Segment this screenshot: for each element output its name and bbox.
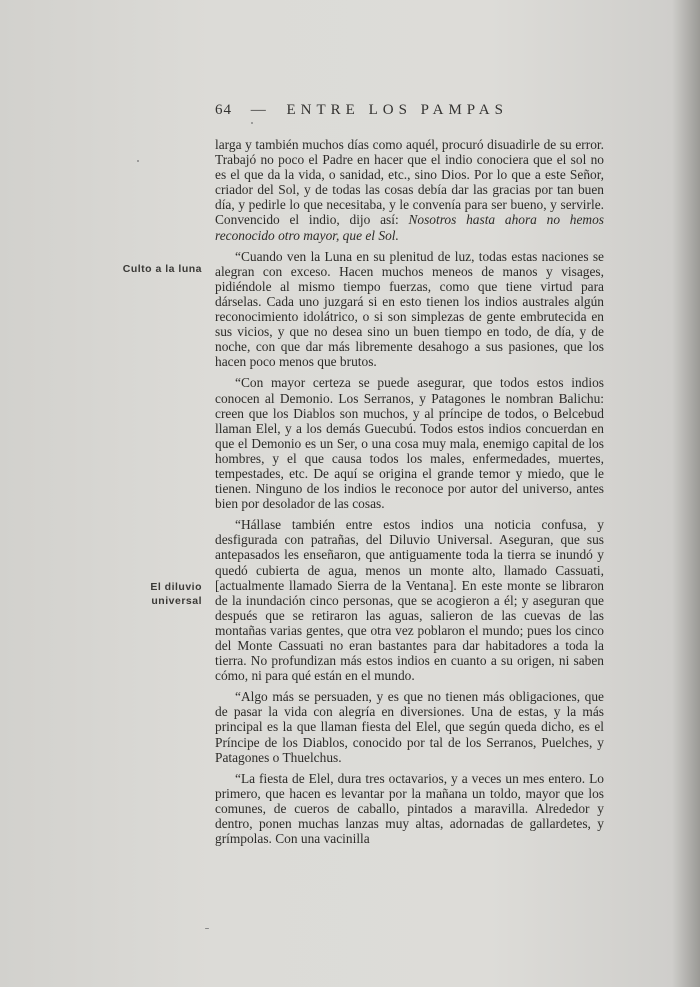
paragraph-1-text: larga y también muchos días como aquél, procuró disuadirle de su error. Trabajó no poco el Padre en hacer que el indio conociera que el sol no es el que da la vida, o sanidad, etc., sino Dios. Por lo que a este Señor, criador del Sol, y de todas las cosas debía dar las gracias por tan buen día, y pedirle lo que necesitaba, y le convenía para ser bueno, y servirle. Convencido el indio, dijo así: bbox=[215, 137, 604, 228]
paragraph-6: “La fiesta de Elel, dura tres octavarios, y a veces un mes entero. Lo primero, que hacen es levantar por la mañana un toldo, mayor que los comunes, de cueros de caballo, pintados a maravilla. Alrededor y dentro, ponen muchas lanzas muy altas, adornadas de gallardetes, y grímpolas. Con una vacinilla bbox=[215, 770, 604, 847]
page-number: 64 bbox=[215, 102, 232, 118]
paper-speck bbox=[251, 122, 253, 124]
paragraph-3: “Con mayor certeza se puede asegurar, que todos estos indios conocen al Demonio. Los Serranos, y Patagones le nombran Balichu: creen que los Diablos son muchos, y al príncipe de todos, o Belcebud llaman Elel, y a los demás Guecubú. Todos estos indios concuerdan en que el Demonio es un Ser, o una cosa muy mala, enemigo capital de los hombres, y el que causa todos los males, enfermedades, muertes, tempestades, etc. De aquí se origina el grande temor y miedo, que le tienen. Ninguno de los indios le reconoce por autor del universo, antes bien por desolador de las cosas. bbox=[215, 375, 604, 512]
running-header bbox=[215, 102, 610, 119]
paragraph-1 bbox=[215, 137, 604, 243]
margin-note-culto: Culto a la luna bbox=[122, 263, 202, 275]
running-title: ENTRE LOS PAMPAS bbox=[286, 102, 508, 118]
paragraph-4: “Hállase también entre estos indios una noticia confusa, y desfigurada con patrañas, del Diluvio Universal. Aseguran, que sus antepasados les enseñaron, que antiguamente toda la tierra se inundó y quedó cubierta de agua, menos un monte alto, llamado Cassuati, [actualmente llamado Sierra de la Ventana]. En este monte se libraron de la inundación cinco personas, que se acogieron a él; y aseguran que después que se retiraron las aguas, salieron de las cuevas de las montañas varias gentes, que otra vez poblaron el mundo; pues los cinco del Monte Cassuati no eran bastantes para dar habitadores a toda la tierra. No profundizan más estos indios en cuanto a su origen, ni saben cómo, ni para qué están en el mundo. bbox=[215, 517, 604, 684]
paper-speck bbox=[137, 160, 139, 162]
paragraph-5: “Algo más se persuaden, y es que no tienen más obligaciones, que de pasar la vida con alegría en diversiones. Una de estas, y la más principal es la que llaman fiesta del Elel, que según queda dicho, es el Príncipe de los Diablos, conocido por tal de los Serranos, Puelches, y Patagones o Thuelchus. bbox=[215, 689, 604, 765]
paragraph-2: “Cuando ven la Luna en su plenitud de luz, todas estas naciones se alegran con exceso. Hacen muchos meneos de manos y visages, pidiéndole al mismo tiempo fuerzas, como que tiene virtud para dárselas. Cada uno juzgará si en esto tienen los indios australes algún reconocimiento idolátrico, o si son simplezas de gente embrutecida en sus vicios, y que no desea sino un buen tiempo en todo, de día, y de noche, con que dar más libremente desahogo a sus pasiones, que los hacen poco menos que brutos. bbox=[215, 248, 604, 370]
paragraph-1-italic-quote: Nosotros hasta ahora no hemos reconocido otro mayor, que el Sol. bbox=[215, 212, 604, 243]
margin-note-diluvio: El diluvio universal bbox=[150, 581, 202, 607]
paper-speck bbox=[205, 928, 209, 929]
body-text bbox=[215, 137, 604, 852]
header-dash: — bbox=[250, 102, 266, 118]
